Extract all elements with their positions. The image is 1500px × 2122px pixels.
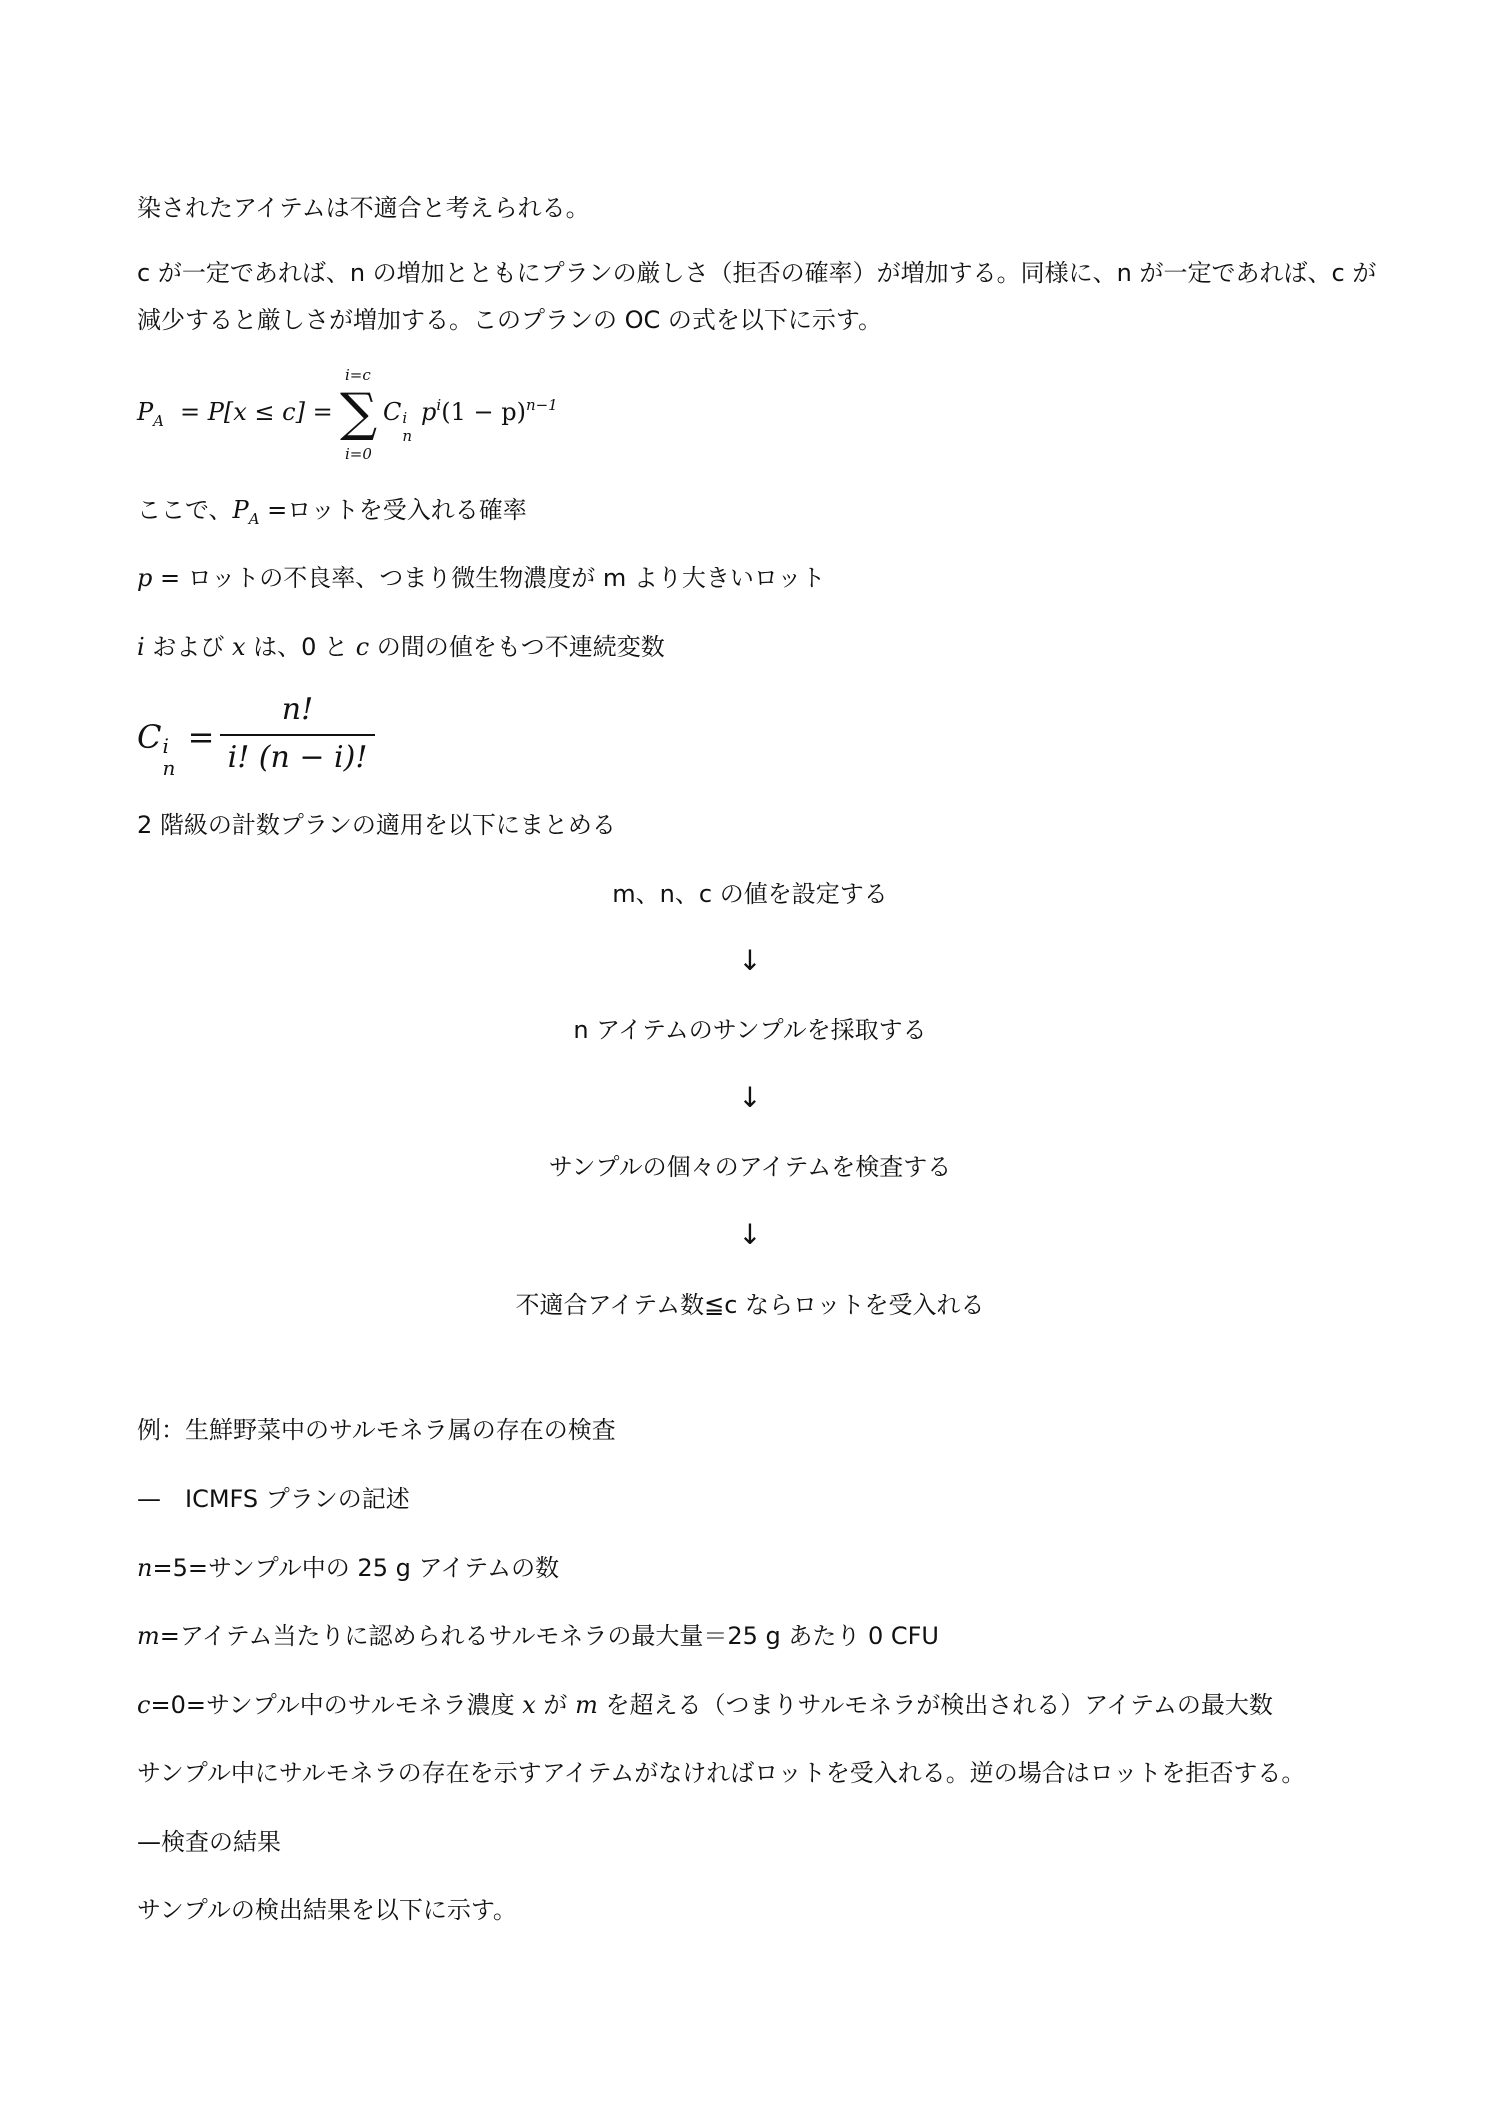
- text-line-3: 減少すると厳しさが増加する。このプランの OC の式を以下に示す。: [137, 306, 882, 334]
- example-heading: 例：生鮮野菜中のサルモネラ属の存在の検査: [137, 1416, 616, 1444]
- flow-step-3: サンプルの個々のアイテムを検査する: [548, 1153, 952, 1181]
- ix-definition: i および x は、0 と c の間の値をもつ不連続変数: [137, 633, 665, 661]
- accept-rule: サンプル中にサルモネラの存在を示すアイテムがなければロットを受入れる。逆の場合はロットを拒否する。: [137, 1759, 1306, 1787]
- text-line-2: c が一定であれば、n の増加とともにプランの厳しさ（拒否の確率）が増加する。同様に、n が一定であれば、c が: [137, 259, 1377, 287]
- sum-upper-limit: i=c: [345, 366, 371, 384]
- formula-pa: [137, 398, 164, 430]
- result-text: サンプルの検出結果を以下に示す。: [137, 1896, 517, 1924]
- flow-arrow-3: ↓: [738, 1218, 762, 1251]
- p-definition: p = ロットの不良率、つまり微生物濃度が m より大きいロット: [137, 564, 826, 592]
- comb-lhs: C i n =: [137, 718, 215, 780]
- pa-definition: ここで、$P_A$ =ロットを受入れる確率: [137, 496, 527, 528]
- symbol-p-cap: P: [137, 398, 154, 426]
- result-heading: —検査の結果: [137, 1828, 281, 1856]
- text-line-1: 染されたアイテムは不適合と考えられる。: [137, 194, 590, 222]
- formula-summand: C i n $p^i(1 - p)^{n-1}$: [383, 396, 558, 445]
- flow-step-1: m、n、c の値を設定する: [612, 880, 888, 908]
- m-definition: m=アイテム当たりに認められるサルモネラの最大量＝25 g あたり 0 CFU: [137, 1622, 940, 1650]
- formula-middle: = P[x ≤ c] =: [180, 398, 333, 426]
- icmsf-heading: — ICMFS プランの記述: [137, 1485, 410, 1513]
- sum-sigma: ∑: [340, 383, 378, 443]
- c-definition: c=0=サンプル中のサルモネラ濃度 x が m を超える（つまりサルモネラが検出される）アイテムの最大数: [137, 1691, 1273, 1719]
- n-definition: n=5=サンプル中の 25 g アイテムの数: [137, 1554, 560, 1582]
- sum-lower-limit: i=0: [345, 445, 372, 463]
- symbol-a-sub: A: [153, 412, 164, 430]
- flow-arrow-2: ↓: [738, 1081, 762, 1114]
- frac-numerator: n!: [281, 692, 314, 727]
- summary-line: 2 階級の計数プランの適用を以下にまとめる: [137, 811, 616, 839]
- frac-denominator: i! (n − i)!: [227, 740, 368, 775]
- frac-bar: [220, 734, 375, 736]
- flow-step-2: n アイテムのサンプルを採取する: [573, 1016, 927, 1044]
- flow-step-4: 不適合アイテム数≦c ならロットを受入れる: [515, 1291, 985, 1319]
- flow-arrow-1: ↓: [738, 944, 762, 977]
